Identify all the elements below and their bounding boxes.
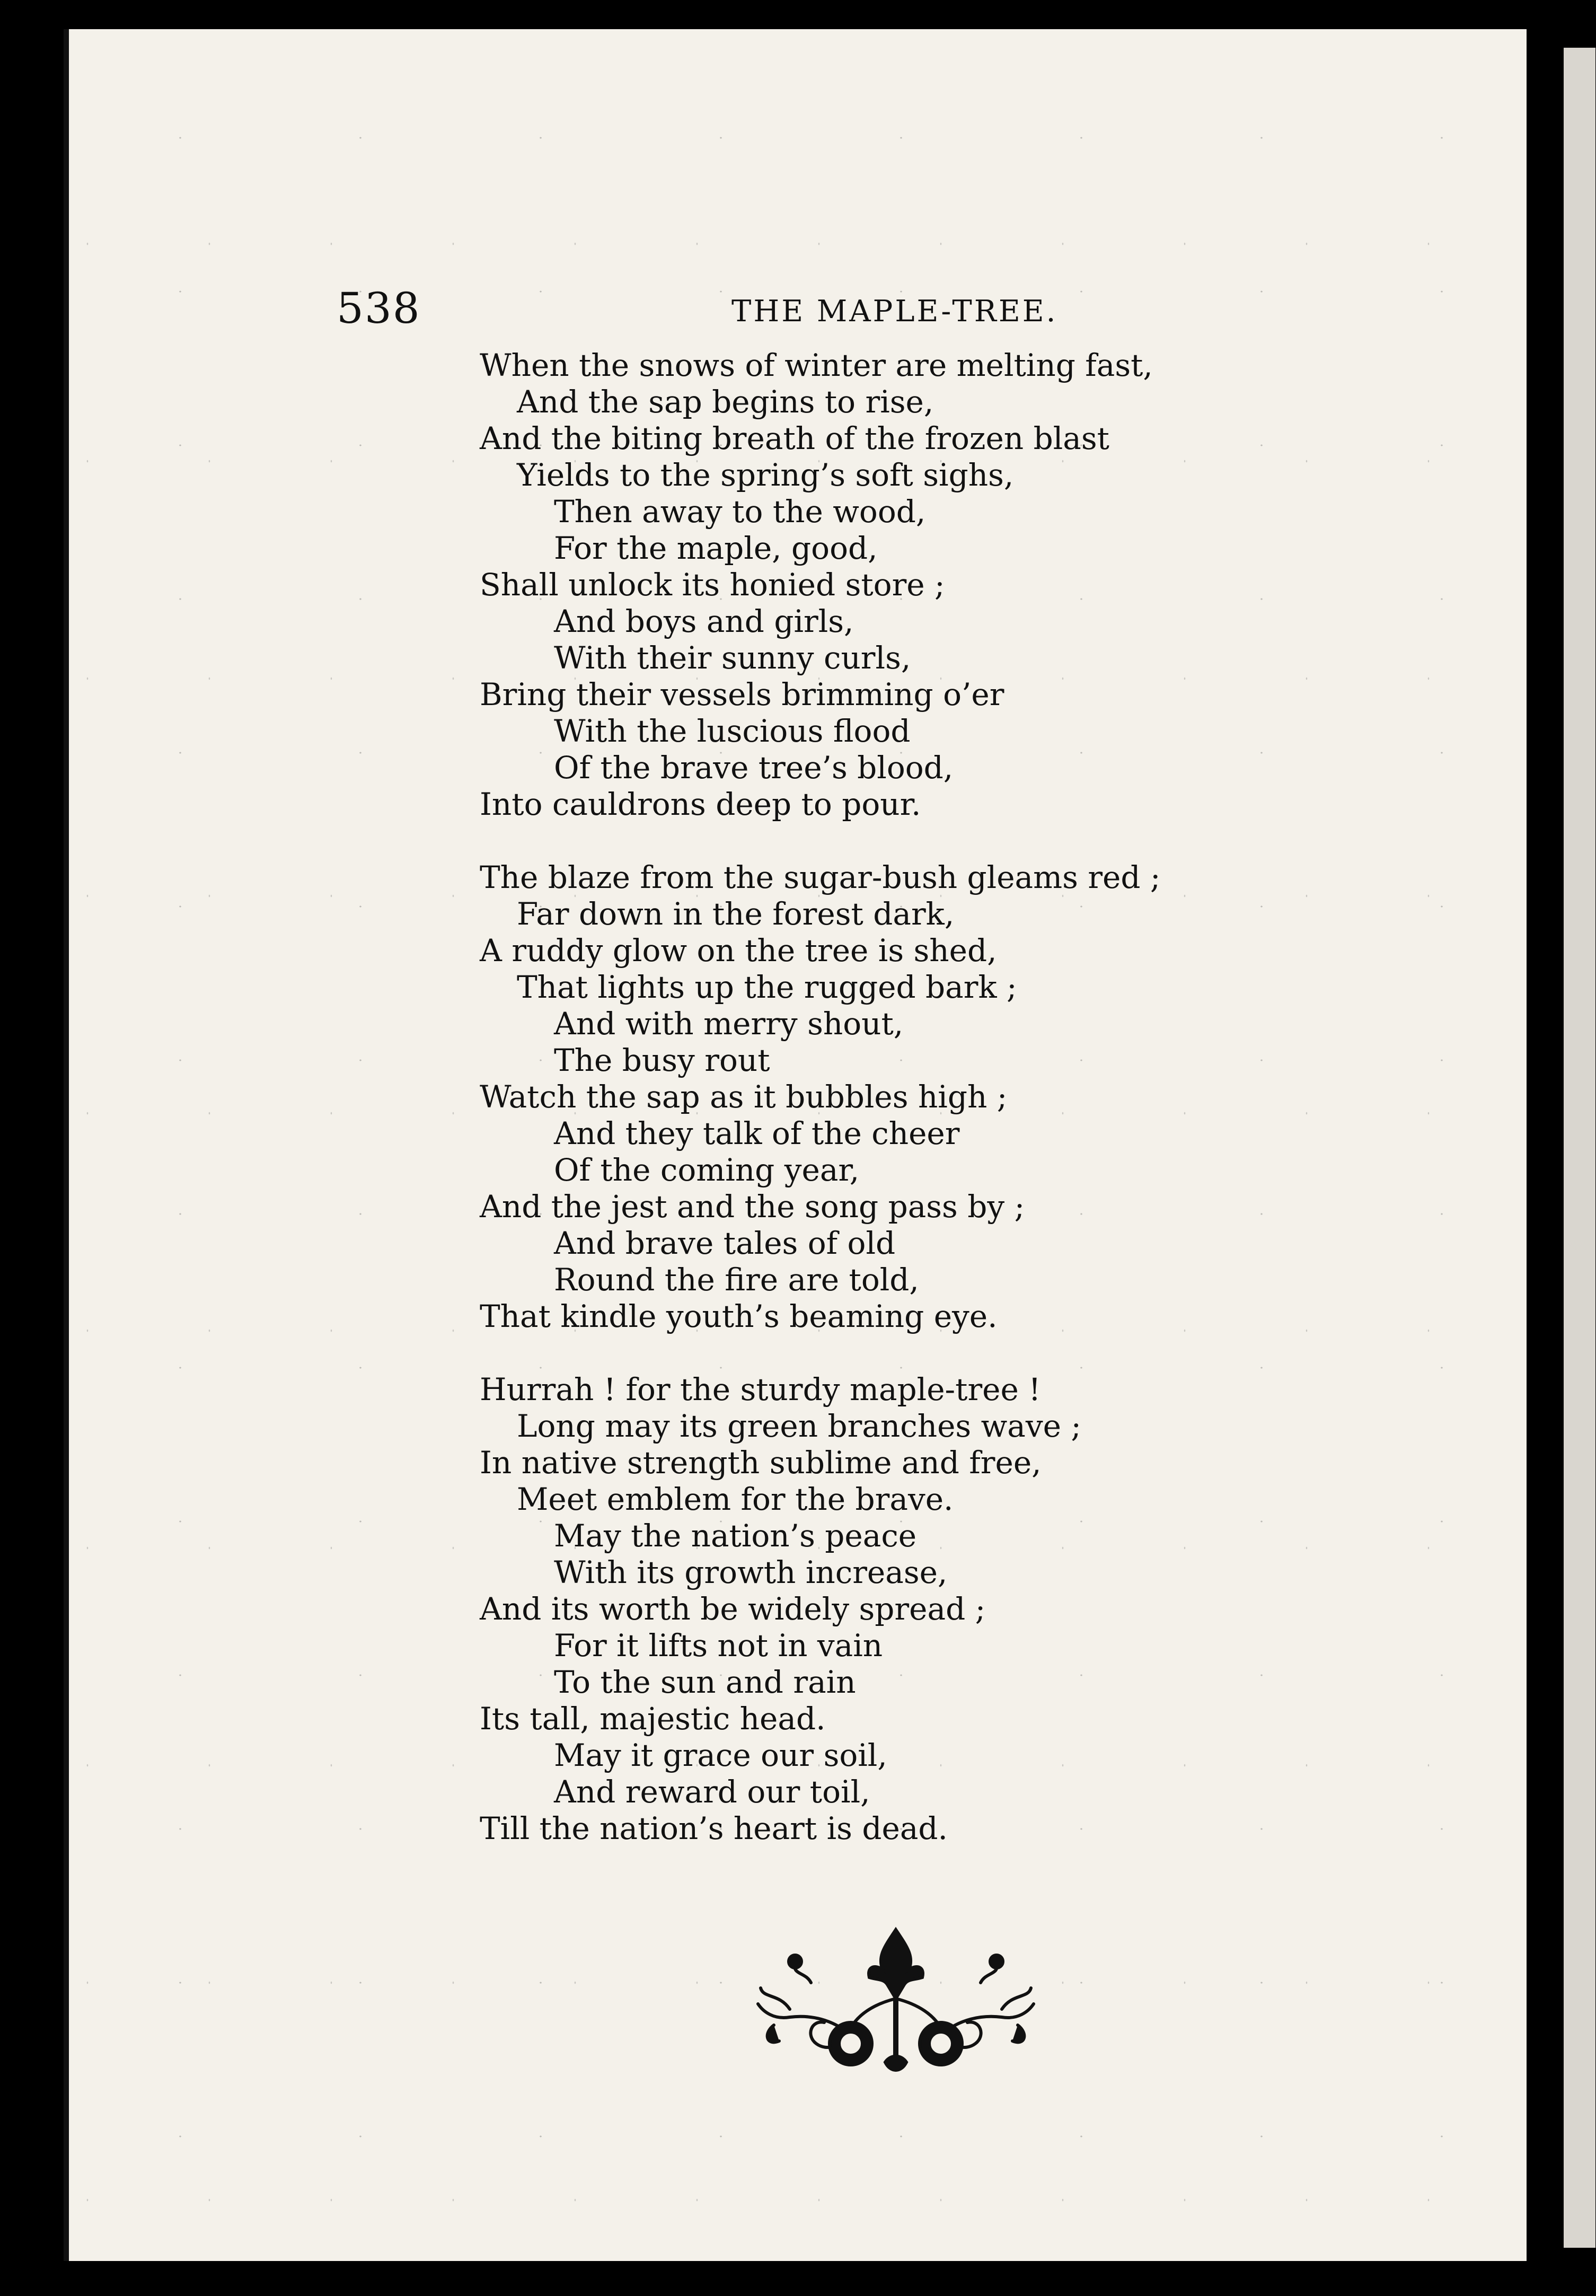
stanza bbox=[480, 1371, 1275, 1847]
poem-line: May it grace our soil, bbox=[554, 1737, 887, 1773]
page-number: 538 bbox=[337, 284, 421, 333]
stanza bbox=[480, 859, 1275, 1335]
poem-line: Till the nation’s heart is dead. bbox=[480, 1810, 948, 1846]
poem-line: Into cauldrons deep to pour. bbox=[480, 786, 921, 822]
stanza bbox=[480, 347, 1275, 823]
poem-line: With their sunny curls, bbox=[554, 640, 911, 676]
poem-line: To the sun and rain bbox=[554, 1664, 856, 1700]
running-head: THE MAPLE-TREE. bbox=[731, 294, 1058, 329]
poem-line: With its growth increase, bbox=[554, 1554, 948, 1590]
poem-line: May the nation’s peace bbox=[554, 1518, 917, 1554]
poem-line: And the jest and the song pass by ; bbox=[480, 1189, 1025, 1225]
poem-line: And the sap begins to rise, bbox=[517, 384, 934, 420]
poem-line: Watch the sap as it bubbles high ; bbox=[480, 1079, 1008, 1115]
poem-line: For it lifts not in vain bbox=[554, 1628, 883, 1664]
poem-line: That lights up the rugged bark ; bbox=[517, 969, 1017, 1005]
poem-line: Shall unlock its honied store ; bbox=[480, 567, 945, 603]
floral-tailpiece-icon bbox=[742, 1919, 1050, 2078]
poem-line: And the biting breath of the frozen blast bbox=[480, 420, 1109, 456]
poem-line: Meet emblem for the brave. bbox=[517, 1481, 954, 1517]
poem-line: Then away to the wood, bbox=[554, 494, 926, 530]
poem-line: And they talk of the cheer bbox=[554, 1115, 960, 1151]
poem-line: And reward our toil, bbox=[554, 1774, 870, 1810]
poem-body bbox=[480, 347, 1275, 1884]
poem-line: The blaze from the sugar-bush gleams red ; bbox=[480, 859, 1161, 895]
poem-line: And boys and girls, bbox=[554, 603, 854, 639]
poem-line: And with merry shout, bbox=[554, 1006, 904, 1042]
poem-line: A ruddy glow on the tree is shed, bbox=[480, 933, 997, 969]
poem-line: Of the coming year, bbox=[554, 1152, 860, 1188]
poem-line: With the luscious flood bbox=[554, 713, 911, 749]
poem-line: In native strength sublime and free, bbox=[480, 1445, 1042, 1481]
poem-line: Long may its green branches wave ; bbox=[517, 1408, 1081, 1444]
poem-line: Its tall, majestic head. bbox=[480, 1701, 826, 1737]
poem-line: That kindle youth’s beaming eye. bbox=[480, 1298, 998, 1334]
poem-line: For the maple, good, bbox=[554, 530, 878, 566]
poem-line: The busy rout bbox=[554, 1042, 770, 1078]
poem-line: Hurrah ! for the sturdy maple-tree ! bbox=[480, 1371, 1041, 1407]
adjacent-page-edge bbox=[1532, 48, 1596, 2248]
poem-line: Bring their vessels brimming o’er bbox=[480, 676, 1004, 712]
poem-line: Far down in the forest dark, bbox=[517, 896, 955, 932]
poem-line: Yields to the spring’s soft sighs, bbox=[517, 457, 1014, 493]
poem-line: And its worth be widely spread ; bbox=[480, 1591, 986, 1627]
poem-line: Round the fire are told, bbox=[554, 1262, 919, 1298]
poem-line: When the snows of winter are melting fast, bbox=[480, 347, 1153, 383]
poem-line: And brave tales of old bbox=[554, 1225, 896, 1261]
poem-line: Of the brave tree’s blood, bbox=[554, 750, 954, 786]
